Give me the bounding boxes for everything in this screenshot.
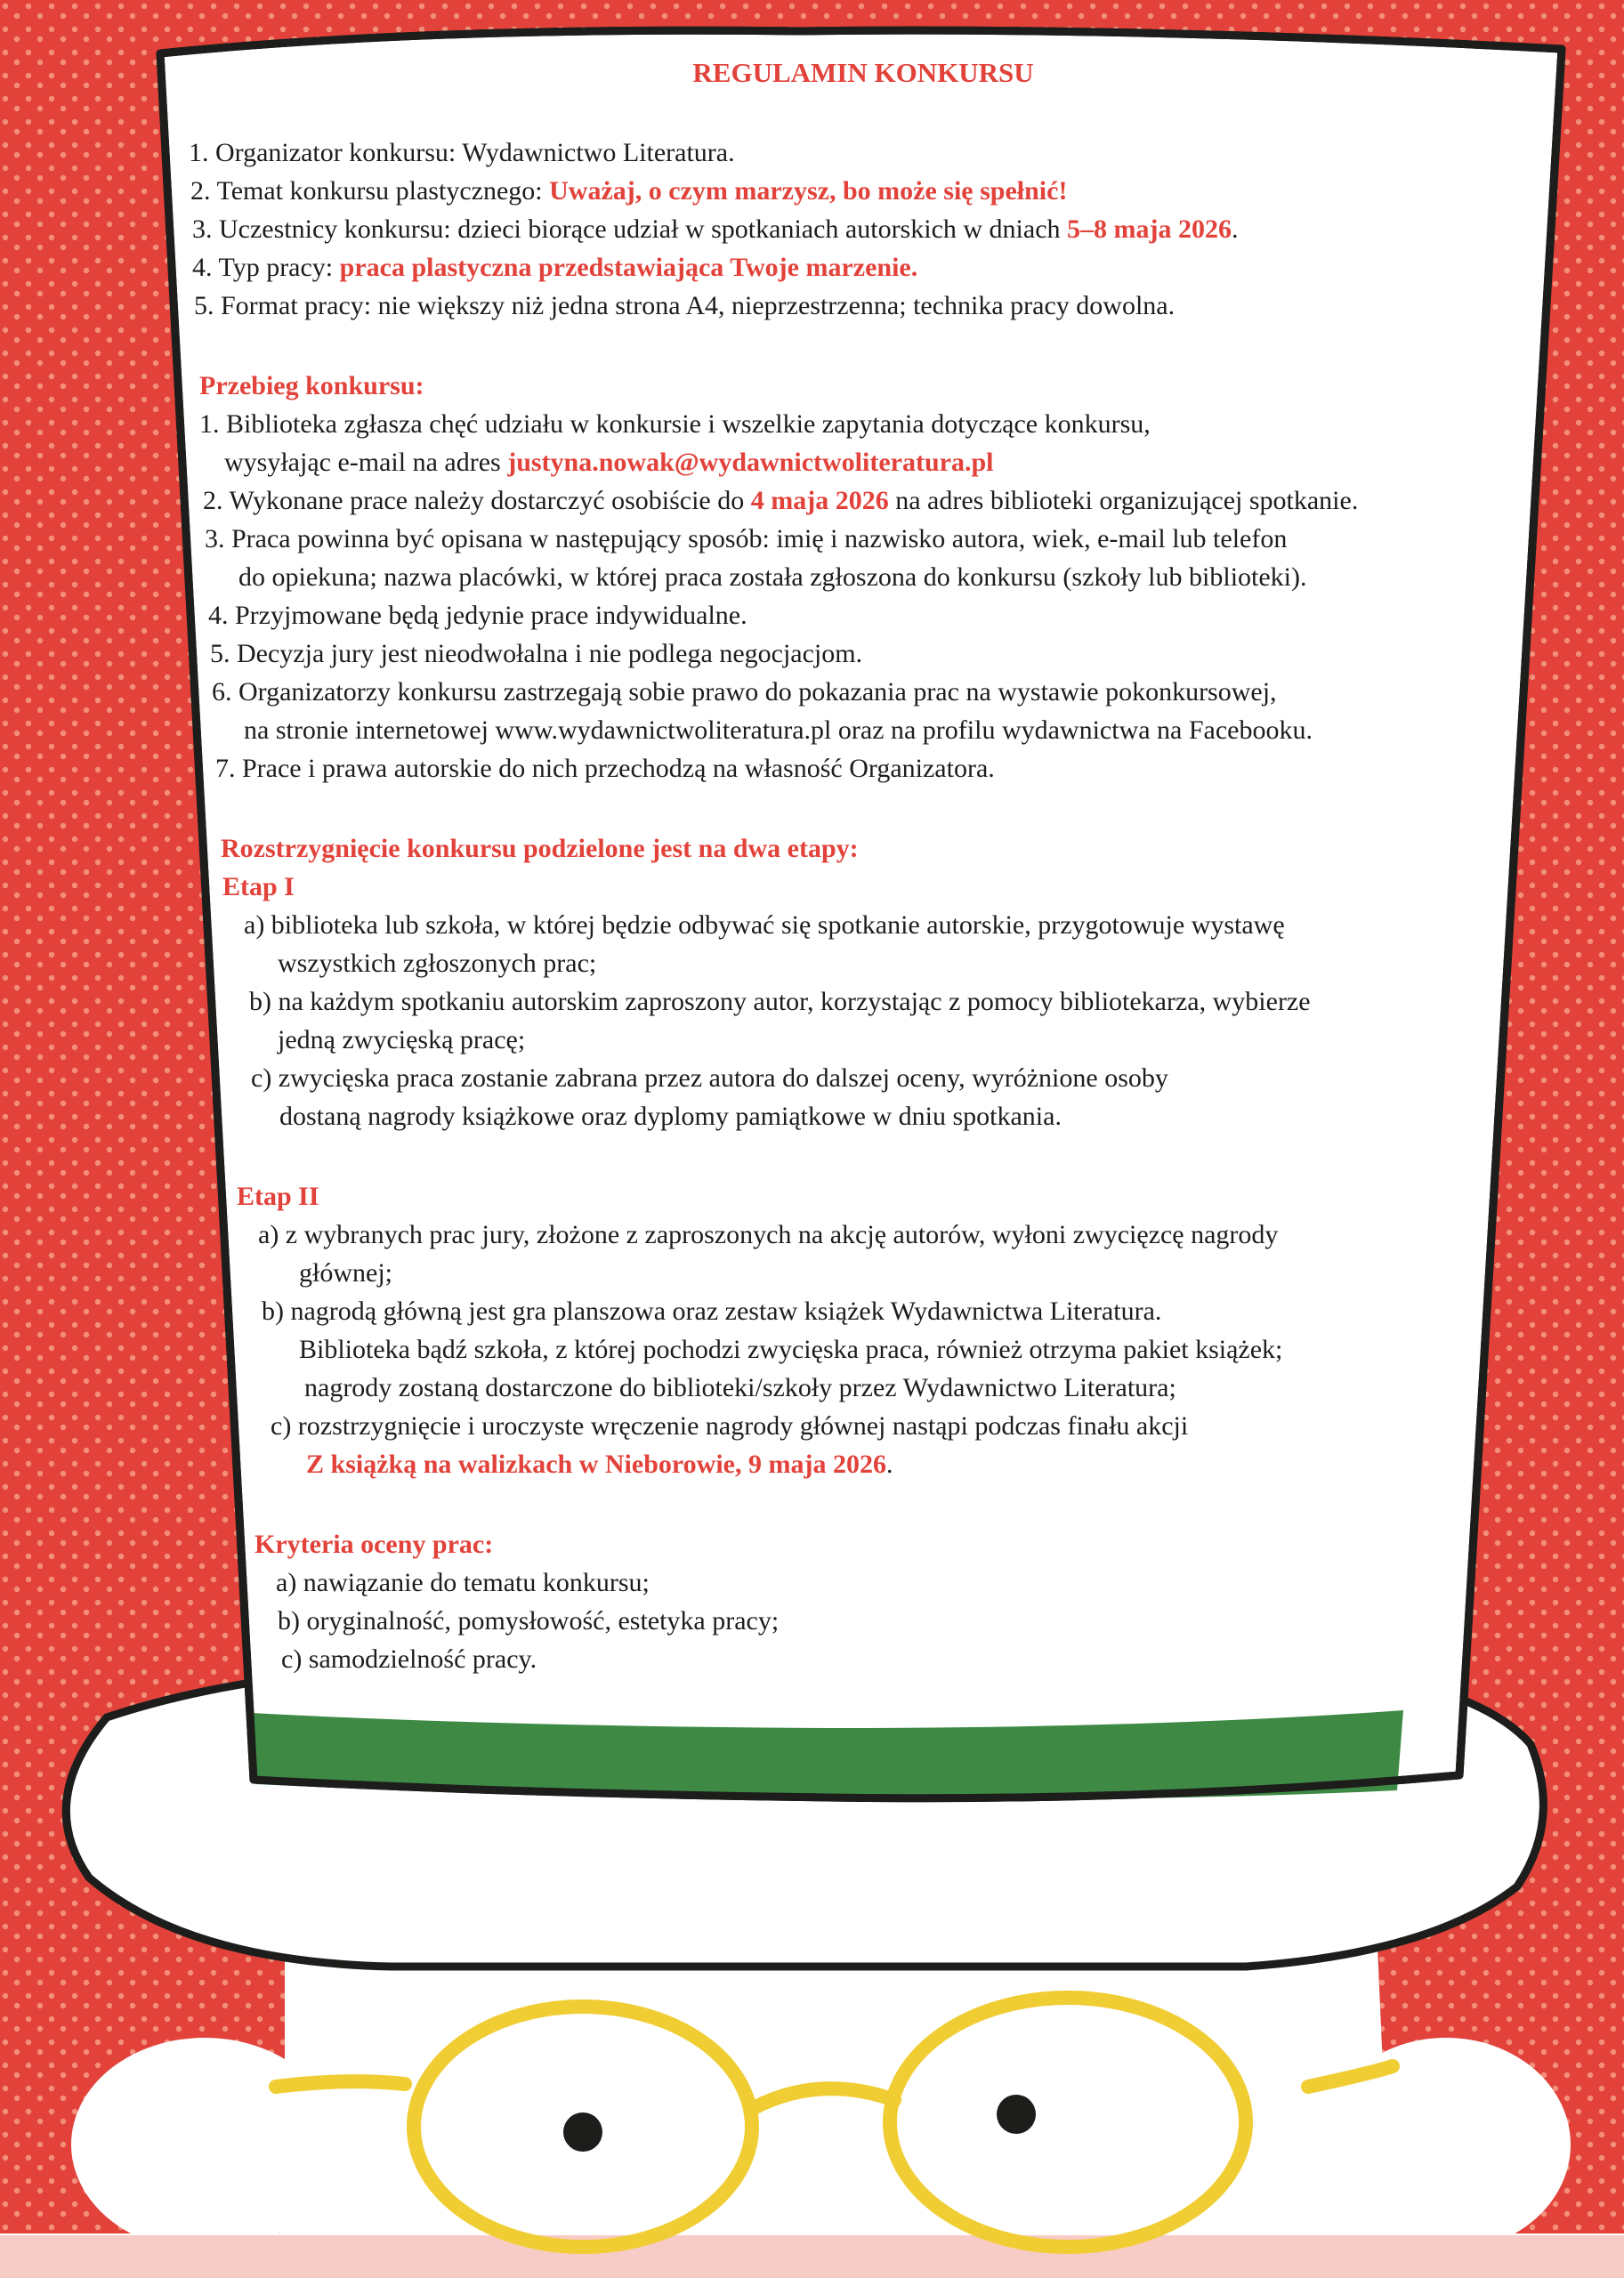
list-item-continuation: wszystkich zgłoszonych prac; <box>278 949 597 978</box>
section-heading: Rozstrzygnięcie konkursu podzielone jest na dwa etapy: <box>221 834 859 863</box>
rule-text: 3. Uczestnicy konkursu: dzieci biorące udział w spotkaniach autorskich w dniach <box>192 214 1068 244</box>
list-item: a) nawiązanie do tematu konkursu; <box>276 1568 650 1597</box>
list-item-continuation: Z książką na walizkach w Nieborowie, 9 maja 2026. <box>306 1450 893 1479</box>
list-item-continuation: nagrody zostaną dostarczone do biblioteki/szkoły przez Wydawnictwo Literatura; <box>304 1373 1176 1402</box>
list-item: 7. Prace i prawa autorskie do nich przechodzą na własność Organizatora. <box>215 754 995 783</box>
list-item: b) oryginalność, pomysłowość, estetyka pracy; <box>278 1606 780 1636</box>
final-event: Z książką na walizkach w Nieborowie, 9 maja 2026 <box>306 1450 886 1479</box>
rule-text: 5. Format pracy: nie większy niż jedna strona A4, nieprzestrzenna; technika pracy dowolna. <box>194 291 1176 320</box>
list-item: 6. Organizatorzy konkursu zastrzegają sobie prawo do pokazania prac na wystawie pokonkursowej, <box>212 677 1277 707</box>
list-item: 5. Decyzja jury jest nieodwołalna i nie podlega negocjacjom. <box>210 639 863 668</box>
list-item: a) biblioteka lub szkoła, w której będzie odbywać się spotkanie autorskie, przygotowuje wystawę <box>244 910 1285 940</box>
list-item-continuation: Biblioteka bądź szkoła, z której pochodzi zwycięska praca, również otrzyma pakiet książek; <box>299 1335 1283 1364</box>
list-item-continuation: głównej; <box>299 1258 392 1288</box>
rule-item <box>192 248 917 287</box>
list-item: 3. Praca powinna być opisana w następujący sposób: imię i nazwisko autora, wiek, e-mail lub telefon <box>205 524 1288 553</box>
list-item: b) nagrodą główną jest gra planszowa oraz zestaw książek Wydawnictwa Literatura. <box>262 1297 1162 1326</box>
section-heading: Przebieg konkursu: <box>199 371 424 400</box>
list-item-continuation: dostaną nagrody książkowe oraz dyplomy pamiątkowe w dniu spotkania. <box>279 1102 1062 1131</box>
list-item: c) rozstrzygnięcie i uroczyste wręczenie nagrody głównej nastąpi podczas finału akcji <box>271 1411 1189 1441</box>
left-eye <box>563 2112 602 2152</box>
rule-item <box>192 210 1239 248</box>
list-item: a) z wybranych prac jury, złożone z zaproszonych na akcję autorów, wyłoni zwycięzcę nagrody <box>258 1220 1279 1249</box>
rule-tail: . <box>1232 214 1239 244</box>
deadline-date: 4 maja 2026 <box>750 486 889 515</box>
list-item-continuation: do opiekuna; nazwa placówki, w której praca została zgłoszona do konkursu (szkoły lub biblioteki). <box>238 562 1307 592</box>
list-item-continuation: wysyłając e-mail na adres justyna.nowak@wydawnictwoliteratura.pl <box>224 448 994 477</box>
list-item: 2. Wykonane prace należy dostarczyć osobiście do 4 maja 2026 na adres biblioteki organizującej spotkanie. <box>203 486 1359 515</box>
left-cheek <box>71 2038 338 2251</box>
rule-item <box>189 133 735 172</box>
page-title: REGULAMIN KONKURSU <box>692 57 1034 88</box>
rule-text: 4. Typ pracy: <box>192 253 340 282</box>
rule-tail: . <box>910 253 918 282</box>
list-item-continuation: jedną zwycięską pracę; <box>278 1025 526 1054</box>
rule-text: 1. Organizator konkursu: Wydawnictwo Literatura. <box>189 138 735 167</box>
section-heading: Kryteria oceny prac: <box>255 1530 494 1559</box>
right-eye <box>997 2095 1036 2134</box>
chin-shadow <box>0 2235 1624 2278</box>
rule-item <box>190 172 1067 210</box>
list-item: c) samodzielność pracy. <box>281 1644 537 1674</box>
etap-heading: Etap II <box>237 1182 319 1211</box>
list-item: 4. Przyjmowane będą jedynie prace indywidualne. <box>208 601 747 630</box>
rule-highlight: 5–8 maja 2026 <box>1067 214 1232 244</box>
rule-text: 2. Temat konkursu plastycznego: <box>190 176 550 206</box>
list-item: c) zwycięska praca zostanie zabrana przez autora do dalszej oceny, wyróżnione osoby <box>251 1063 1168 1093</box>
list-item: 1. Biblioteka zgłasza chęć udziału w konkursie i wszelkie zapytania dotyczące konkursu, <box>199 409 1151 439</box>
list-item-continuation: na stronie internetowej www.wydawnictwoliteratura.pl oraz na profilu wydawnictwa na Facebooku. <box>244 715 1313 745</box>
etap-heading: Etap I <box>222 872 295 901</box>
rule-highlight: praca plastyczna przedstawiająca Twoje marzenie <box>339 253 911 282</box>
rule-item <box>194 287 1175 325</box>
rule-highlight: Uważaj, o czym marzysz, bo może się spełnić! <box>549 176 1068 206</box>
list-item: b) na każdym spotkaniu autorskim zaproszony autor, korzystając z pomocy bibliotekarza, wybierze <box>249 987 1311 1016</box>
email-address: justyna.nowak@wydawnictwoliteratura.pl <box>507 448 994 477</box>
